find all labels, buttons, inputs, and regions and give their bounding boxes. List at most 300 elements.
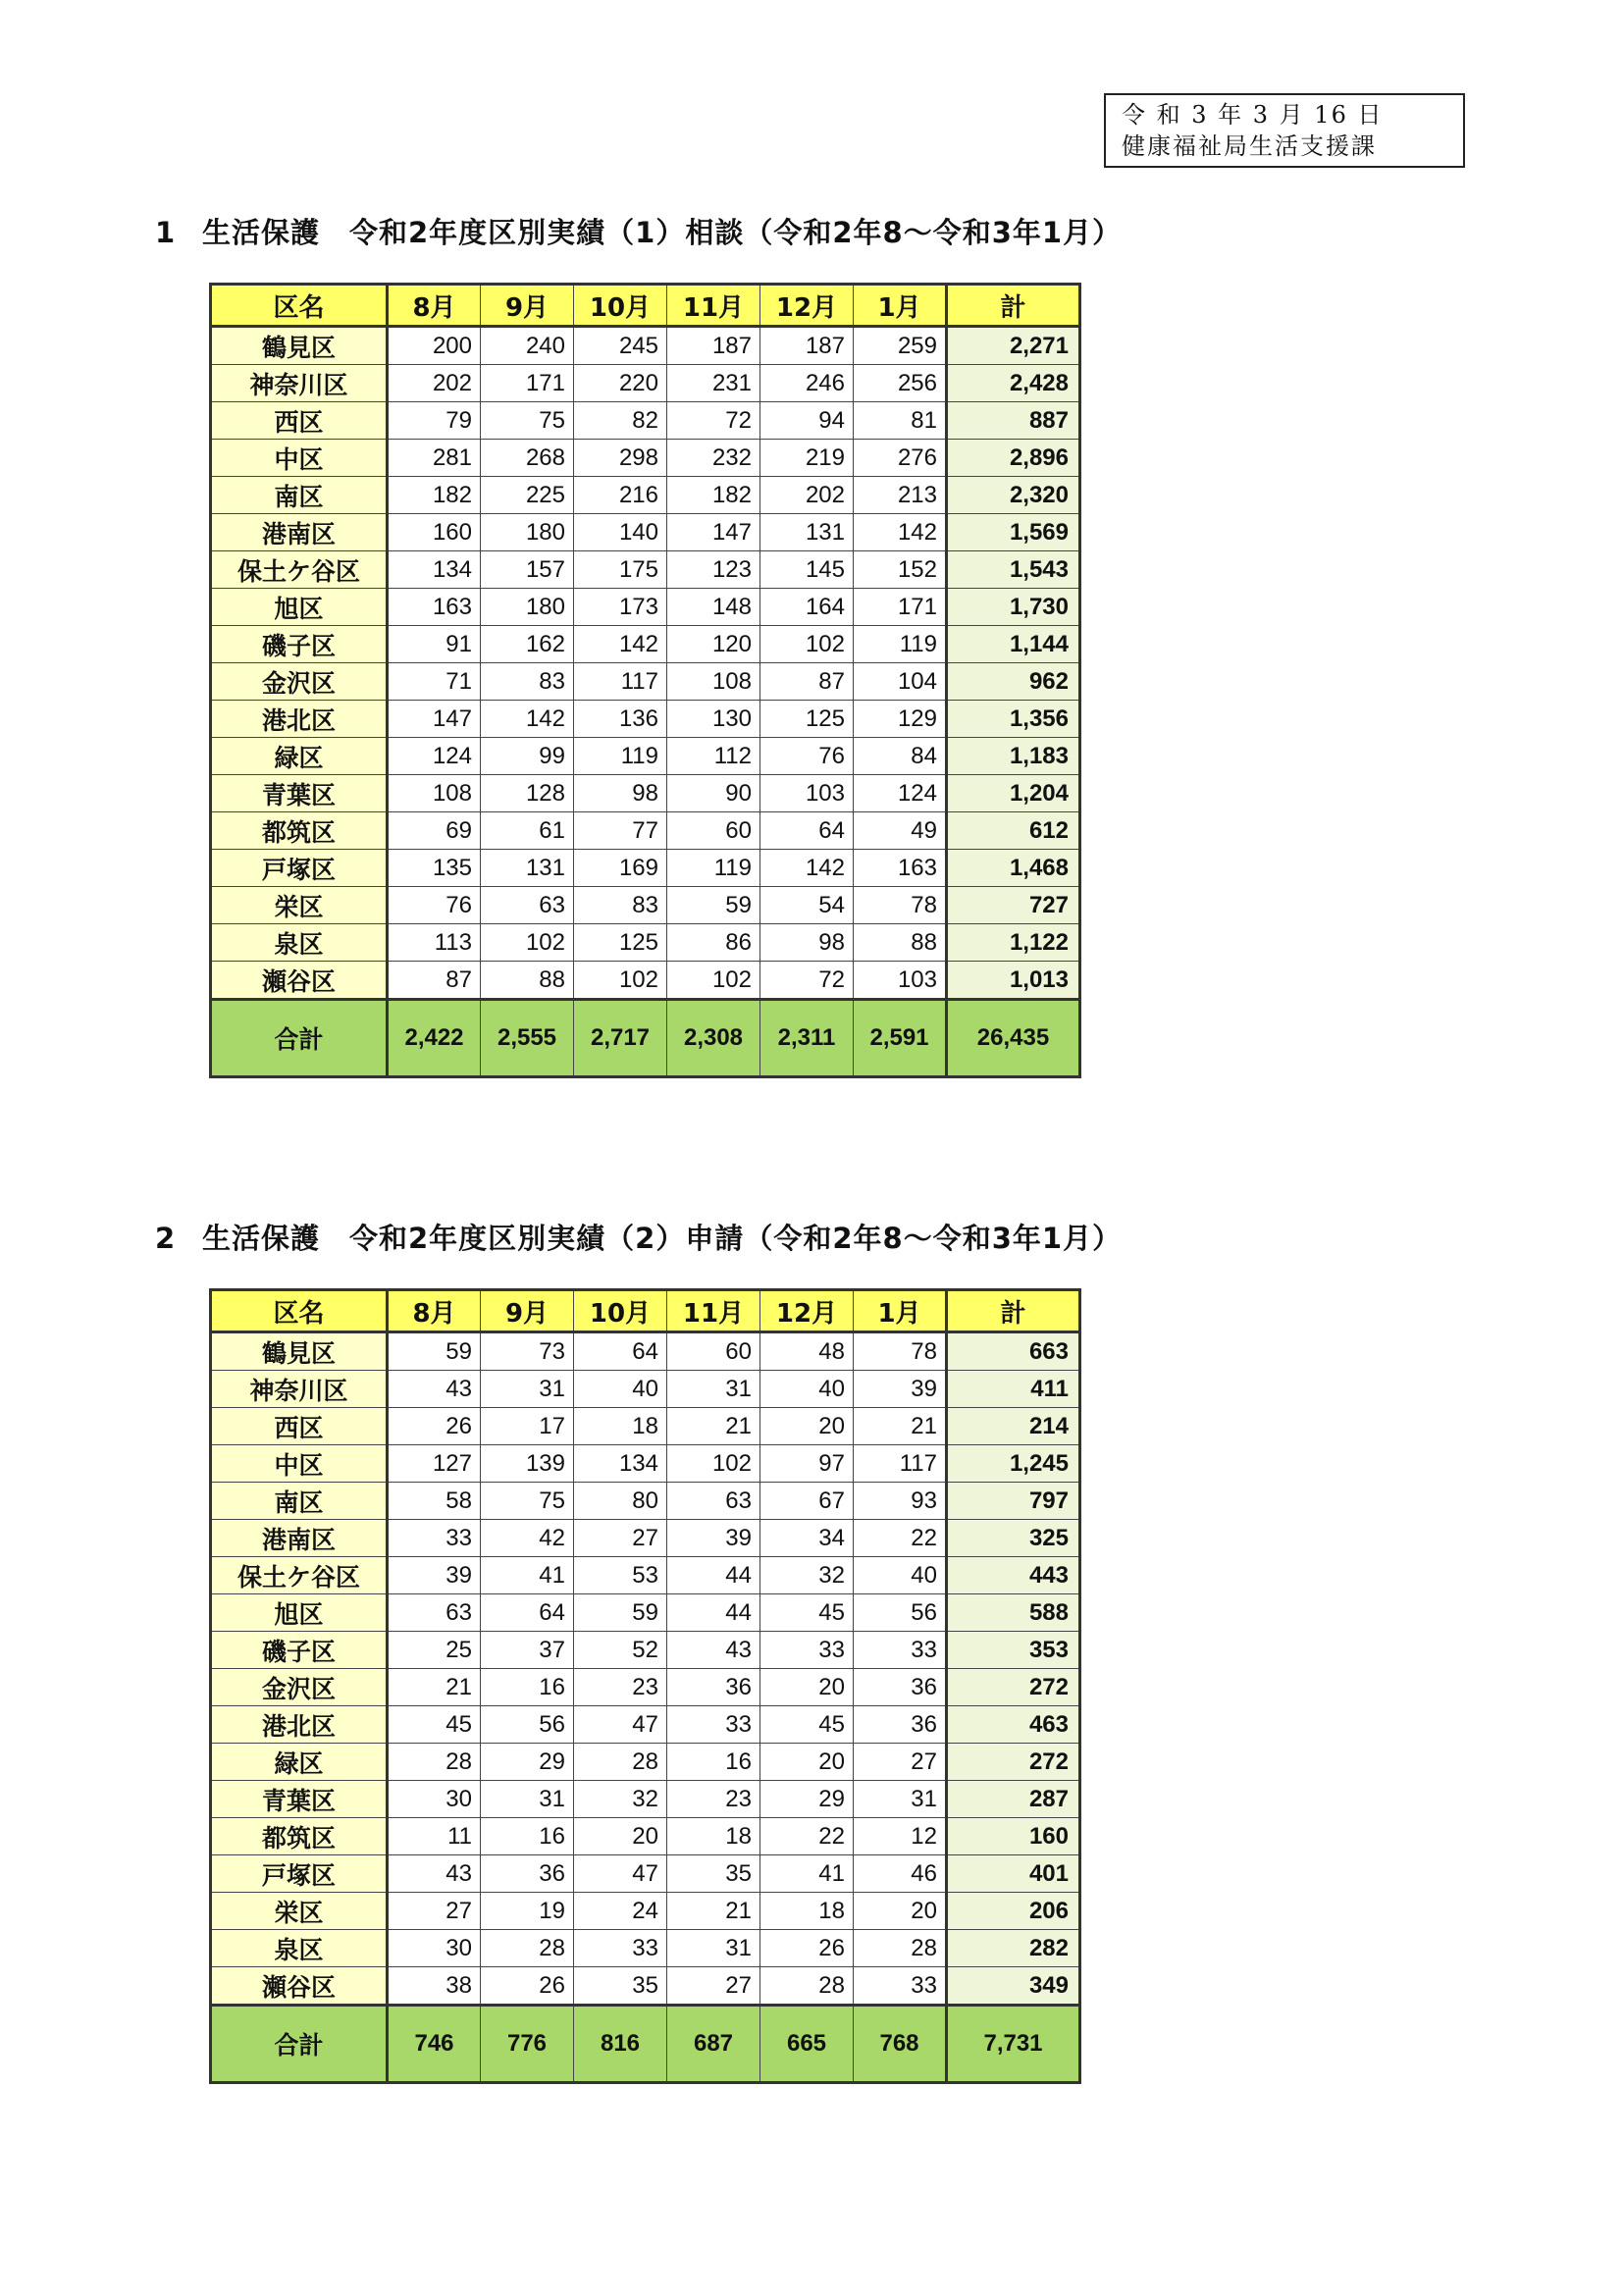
month-value-cell: 25 <box>388 1632 481 1669</box>
month-value-cell: 163 <box>388 589 481 626</box>
month-value-cell: 108 <box>667 663 760 701</box>
month-value-cell: 119 <box>854 626 947 663</box>
month-value-cell: 129 <box>854 701 947 738</box>
column-header-month: 10月 <box>574 285 667 327</box>
month-value-cell: 20 <box>574 1818 667 1855</box>
month-value-cell: 36 <box>854 1706 947 1744</box>
section-title: 生活保護 令和2年度区別実績（1）相談（令和2年8～令和3年1月） <box>202 216 1123 249</box>
month-value-cell: 77 <box>574 812 667 850</box>
month-value-cell: 23 <box>667 1781 760 1818</box>
month-value-cell: 42 <box>481 1520 574 1557</box>
column-header-month: 12月 <box>760 285 854 327</box>
row-total-cell: 287 <box>947 1781 1080 1818</box>
row-total-cell: 272 <box>947 1669 1080 1706</box>
table-row <box>211 850 1080 887</box>
ward-name: 南区 <box>211 1483 388 1520</box>
month-value-cell: 163 <box>854 850 947 887</box>
month-value-cell: 117 <box>574 663 667 701</box>
table-row <box>211 1893 1080 1930</box>
month-value-cell: 32 <box>574 1781 667 1818</box>
month-value-cell: 93 <box>854 1483 947 1520</box>
table-row <box>211 1483 1080 1520</box>
month-value-cell: 76 <box>388 887 481 924</box>
table-row <box>211 1332 1080 1371</box>
month-value-cell: 31 <box>481 1781 574 1818</box>
table-row <box>211 1408 1080 1445</box>
month-value-cell: 47 <box>574 1706 667 1744</box>
table-row <box>211 1445 1080 1483</box>
month-value-cell: 26 <box>481 1967 574 2006</box>
ward-name: 栄区 <box>211 887 388 924</box>
month-value-cell: 119 <box>667 850 760 887</box>
ward-name: 保土ケ谷区 <box>211 551 388 589</box>
month-value-cell: 33 <box>854 1967 947 2006</box>
row-total-cell: 1,730 <box>947 589 1080 626</box>
month-value-cell: 83 <box>574 887 667 924</box>
month-value-cell: 88 <box>481 962 574 1000</box>
ward-name: 戸塚区 <box>211 850 388 887</box>
month-value-cell: 16 <box>667 1744 760 1781</box>
table-row <box>211 1371 1080 1408</box>
ward-name: 金沢区 <box>211 663 388 701</box>
row-total-cell: 1,245 <box>947 1445 1080 1483</box>
ward-name: 旭区 <box>211 1594 388 1632</box>
month-value-cell: 746 <box>388 2006 481 2083</box>
ward-name: 緑区 <box>211 738 388 775</box>
month-value-cell: 104 <box>854 663 947 701</box>
month-value-cell: 99 <box>481 738 574 775</box>
month-value-cell: 39 <box>388 1557 481 1594</box>
ward-name: 金沢区 <box>211 1669 388 1706</box>
month-value-cell: 127 <box>388 1445 481 1483</box>
section-title: 生活保護 令和2年度区別実績（2）申請（令和2年8～令和3年1月） <box>202 1222 1123 1255</box>
month-value-cell: 64 <box>760 812 854 850</box>
ward-name: 瀬谷区 <box>211 1967 388 2006</box>
month-value-cell: 91 <box>388 626 481 663</box>
ward-name: 神奈川区 <box>211 1371 388 1408</box>
table-row <box>211 1855 1080 1893</box>
month-value-cell: 125 <box>760 701 854 738</box>
month-value-cell: 216 <box>574 477 667 514</box>
month-value-cell: 21 <box>854 1408 947 1445</box>
month-value-cell: 31 <box>854 1781 947 1818</box>
month-value-cell: 12 <box>854 1818 947 1855</box>
month-value-cell: 182 <box>667 477 760 514</box>
month-value-cell: 97 <box>760 1445 854 1483</box>
row-total-cell: 727 <box>947 887 1080 924</box>
month-value-cell: 169 <box>574 850 667 887</box>
month-value-cell: 20 <box>854 1893 947 1930</box>
section-number: 1 <box>155 216 177 249</box>
month-value-cell: 83 <box>481 663 574 701</box>
month-value-cell: 102 <box>760 626 854 663</box>
month-value-cell: 2,717 <box>574 1000 667 1077</box>
month-value-cell: 73 <box>481 1332 574 1371</box>
table-row <box>211 1744 1080 1781</box>
month-value-cell: 88 <box>854 924 947 962</box>
month-value-cell: 123 <box>667 551 760 589</box>
month-value-cell: 75 <box>481 402 574 440</box>
month-value-cell: 22 <box>760 1818 854 1855</box>
month-value-cell: 75 <box>481 1483 574 1520</box>
month-value-cell: 816 <box>574 2006 667 2083</box>
table-row <box>211 775 1080 812</box>
ward-name: 港南区 <box>211 514 388 551</box>
row-total-cell: 282 <box>947 1930 1080 1967</box>
row-total-cell: 272 <box>947 1744 1080 1781</box>
table-row <box>211 701 1080 738</box>
row-total-cell: 2,896 <box>947 440 1080 477</box>
month-value-cell: 36 <box>481 1855 574 1893</box>
month-value-cell: 16 <box>481 1669 574 1706</box>
month-value-cell: 171 <box>481 365 574 402</box>
month-value-cell: 136 <box>574 701 667 738</box>
column-header-month: 11月 <box>667 1290 760 1332</box>
ward-name: 西区 <box>211 1408 388 1445</box>
month-value-cell: 231 <box>667 365 760 402</box>
month-value-cell: 103 <box>854 962 947 1000</box>
month-value-cell: 23 <box>574 1669 667 1706</box>
row-total-cell: 26,435 <box>947 1000 1080 1077</box>
ward-name: 鶴見区 <box>211 1332 388 1371</box>
month-value-cell: 43 <box>388 1855 481 1893</box>
ward-name: 港南区 <box>211 1520 388 1557</box>
month-value-cell: 202 <box>388 365 481 402</box>
date-department-box <box>1104 93 1465 168</box>
ward-name: 西区 <box>211 402 388 440</box>
month-value-cell: 246 <box>760 365 854 402</box>
month-value-cell: 113 <box>388 924 481 962</box>
month-value-cell: 776 <box>481 2006 574 2083</box>
month-value-cell: 47 <box>574 1855 667 1893</box>
month-value-cell: 41 <box>481 1557 574 1594</box>
total-row <box>211 2006 1080 2083</box>
column-header-month: 8月 <box>388 285 481 327</box>
ward-name: 青葉区 <box>211 775 388 812</box>
table-row <box>211 440 1080 477</box>
month-value-cell: 27 <box>667 1967 760 2006</box>
column-header-total: 計 <box>947 1290 1080 1332</box>
table-row <box>211 1520 1080 1557</box>
month-value-cell: 103 <box>760 775 854 812</box>
month-value-cell: 124 <box>854 775 947 812</box>
month-value-cell: 108 <box>388 775 481 812</box>
month-value-cell: 58 <box>388 1483 481 1520</box>
month-value-cell: 56 <box>854 1594 947 1632</box>
month-value-cell: 140 <box>574 514 667 551</box>
month-value-cell: 124 <box>388 738 481 775</box>
month-value-cell: 145 <box>760 551 854 589</box>
month-value-cell: 19 <box>481 1893 574 1930</box>
column-header-month: 9月 <box>481 285 574 327</box>
ward-name: 都筑区 <box>211 1818 388 1855</box>
month-value-cell: 20 <box>760 1669 854 1706</box>
month-value-cell: 24 <box>574 1893 667 1930</box>
month-value-cell: 79 <box>388 402 481 440</box>
month-value-cell: 256 <box>854 365 947 402</box>
month-value-cell: 45 <box>388 1706 481 1744</box>
month-value-cell: 27 <box>574 1520 667 1557</box>
month-value-cell: 33 <box>854 1632 947 1669</box>
month-value-cell: 2,422 <box>388 1000 481 1077</box>
month-value-cell: 49 <box>854 812 947 850</box>
month-value-cell: 28 <box>574 1744 667 1781</box>
month-value-cell: 21 <box>667 1408 760 1445</box>
month-value-cell: 232 <box>667 440 760 477</box>
month-value-cell: 202 <box>760 477 854 514</box>
month-value-cell: 147 <box>388 701 481 738</box>
month-value-cell: 52 <box>574 1632 667 1669</box>
column-header-month: 8月 <box>388 1290 481 1332</box>
month-value-cell: 44 <box>667 1594 760 1632</box>
row-total-cell: 612 <box>947 812 1080 850</box>
table-row <box>211 962 1080 1000</box>
month-value-cell: 20 <box>760 1408 854 1445</box>
month-value-cell: 22 <box>854 1520 947 1557</box>
month-value-cell: 33 <box>760 1632 854 1669</box>
month-value-cell: 131 <box>481 850 574 887</box>
month-value-cell: 72 <box>667 402 760 440</box>
row-total-cell: 1,204 <box>947 775 1080 812</box>
month-value-cell: 33 <box>388 1520 481 1557</box>
month-value-cell: 53 <box>574 1557 667 1594</box>
month-value-cell: 98 <box>574 775 667 812</box>
ward-name: 磯子区 <box>211 1632 388 1669</box>
total-label: 合計 <box>211 2006 388 2083</box>
month-value-cell: 21 <box>667 1893 760 1930</box>
month-value-cell: 87 <box>760 663 854 701</box>
month-value-cell: 139 <box>481 1445 574 1483</box>
month-value-cell: 43 <box>388 1371 481 1408</box>
row-total-cell: 1,013 <box>947 962 1080 1000</box>
month-value-cell: 40 <box>574 1371 667 1408</box>
table-row <box>211 924 1080 962</box>
month-value-cell: 78 <box>854 887 947 924</box>
row-total-cell: 1,468 <box>947 850 1080 887</box>
ward-name: 保土ケ谷区 <box>211 1557 388 1594</box>
table-row <box>211 663 1080 701</box>
table-row <box>211 477 1080 514</box>
month-value-cell: 2,555 <box>481 1000 574 1077</box>
row-total-cell: 443 <box>947 1557 1080 1594</box>
ward-name: 南区 <box>211 477 388 514</box>
table-row <box>211 589 1080 626</box>
month-value-cell: 36 <box>667 1669 760 1706</box>
row-total-cell: 588 <box>947 1594 1080 1632</box>
table-row <box>211 626 1080 663</box>
month-value-cell: 61 <box>481 812 574 850</box>
total-label: 合計 <box>211 1000 388 1077</box>
month-value-cell: 33 <box>667 1706 760 1744</box>
month-value-cell: 56 <box>481 1706 574 1744</box>
month-value-cell: 45 <box>760 1706 854 1744</box>
month-value-cell: 160 <box>388 514 481 551</box>
month-value-cell: 41 <box>760 1855 854 1893</box>
ward-name: 栄区 <box>211 1893 388 1930</box>
table-row <box>211 365 1080 402</box>
month-value-cell: 142 <box>481 701 574 738</box>
table-row <box>211 514 1080 551</box>
month-value-cell: 27 <box>388 1893 481 1930</box>
row-total-cell: 887 <box>947 402 1080 440</box>
row-total-cell: 663 <box>947 1332 1080 1371</box>
month-value-cell: 32 <box>760 1557 854 1594</box>
month-value-cell: 28 <box>760 1967 854 2006</box>
month-value-cell: 142 <box>854 514 947 551</box>
month-value-cell: 28 <box>481 1930 574 1967</box>
table-row <box>211 812 1080 850</box>
month-value-cell: 86 <box>667 924 760 962</box>
month-value-cell: 17 <box>481 1408 574 1445</box>
month-value-cell: 18 <box>667 1818 760 1855</box>
month-value-cell: 69 <box>388 812 481 850</box>
month-value-cell: 2,591 <box>854 1000 947 1077</box>
ward-name: 港北区 <box>211 701 388 738</box>
month-value-cell: 142 <box>760 850 854 887</box>
month-value-cell: 281 <box>388 440 481 477</box>
table-row <box>211 1706 1080 1744</box>
month-value-cell: 213 <box>854 477 947 514</box>
month-value-cell: 82 <box>574 402 667 440</box>
column-header-total: 計 <box>947 285 1080 327</box>
column-header-month: 9月 <box>481 1290 574 1332</box>
month-value-cell: 60 <box>667 812 760 850</box>
month-value-cell: 39 <box>854 1371 947 1408</box>
row-total-cell: 2,271 <box>947 327 1080 365</box>
table-row <box>211 551 1080 589</box>
row-total-cell: 1,183 <box>947 738 1080 775</box>
ward-name: 鶴見区 <box>211 327 388 365</box>
month-value-cell: 37 <box>481 1632 574 1669</box>
month-value-cell: 152 <box>854 551 947 589</box>
column-header-ward: 区名 <box>211 285 388 327</box>
month-value-cell: 90 <box>667 775 760 812</box>
month-value-cell: 175 <box>574 551 667 589</box>
month-value-cell: 84 <box>854 738 947 775</box>
row-total-cell: 463 <box>947 1706 1080 1744</box>
table-row <box>211 1781 1080 1818</box>
month-value-cell: 31 <box>667 1371 760 1408</box>
month-value-cell: 147 <box>667 514 760 551</box>
row-total-cell: 401 <box>947 1855 1080 1893</box>
month-value-cell: 200 <box>388 327 481 365</box>
month-value-cell: 102 <box>481 924 574 962</box>
month-value-cell: 2,308 <box>667 1000 760 1077</box>
month-value-cell: 180 <box>481 589 574 626</box>
month-value-cell: 31 <box>667 1930 760 1967</box>
section-number: 2 <box>155 1222 177 1255</box>
ward-name: 青葉区 <box>211 1781 388 1818</box>
month-value-cell: 117 <box>854 1445 947 1483</box>
month-value-cell: 71 <box>388 663 481 701</box>
month-value-cell: 33 <box>574 1930 667 1967</box>
month-value-cell: 63 <box>388 1594 481 1632</box>
month-value-cell: 11 <box>388 1818 481 1855</box>
month-value-cell: 40 <box>760 1371 854 1408</box>
row-total-cell: 1,569 <box>947 514 1080 551</box>
month-value-cell: 76 <box>760 738 854 775</box>
column-header-month: 11月 <box>667 285 760 327</box>
month-value-cell: 162 <box>481 626 574 663</box>
table-header-row <box>211 1290 1080 1332</box>
table-row <box>211 1967 1080 2006</box>
month-value-cell: 34 <box>760 1520 854 1557</box>
month-value-cell: 31 <box>481 1371 574 1408</box>
month-value-cell: 112 <box>667 738 760 775</box>
month-value-cell: 148 <box>667 589 760 626</box>
month-value-cell: 64 <box>481 1594 574 1632</box>
month-value-cell: 35 <box>574 1967 667 2006</box>
month-value-cell: 63 <box>481 887 574 924</box>
section-1-heading <box>155 211 1122 251</box>
month-value-cell: 128 <box>481 775 574 812</box>
table-header-row <box>211 285 1080 327</box>
month-value-cell: 187 <box>667 327 760 365</box>
ward-name: 泉区 <box>211 924 388 962</box>
month-value-cell: 102 <box>667 1445 760 1483</box>
ward-name: 港北区 <box>211 1706 388 1744</box>
table-row <box>211 1669 1080 1706</box>
ward-name: 泉区 <box>211 1930 388 1967</box>
month-value-cell: 87 <box>388 962 481 1000</box>
month-value-cell: 38 <box>388 1967 481 2006</box>
row-total-cell: 214 <box>947 1408 1080 1445</box>
month-value-cell: 102 <box>667 962 760 1000</box>
month-value-cell: 64 <box>574 1332 667 1371</box>
month-value-cell: 16 <box>481 1818 574 1855</box>
month-value-cell: 18 <box>760 1893 854 1930</box>
ward-name: 中区 <box>211 440 388 477</box>
month-value-cell: 768 <box>854 2006 947 2083</box>
table-row <box>211 738 1080 775</box>
month-value-cell: 28 <box>854 1930 947 1967</box>
month-value-cell: 276 <box>854 440 947 477</box>
row-total-cell: 349 <box>947 1967 1080 2006</box>
month-value-cell: 54 <box>760 887 854 924</box>
month-value-cell: 60 <box>667 1332 760 1371</box>
month-value-cell: 46 <box>854 1855 947 1893</box>
month-value-cell: 35 <box>667 1855 760 1893</box>
row-total-cell: 962 <box>947 663 1080 701</box>
month-value-cell: 125 <box>574 924 667 962</box>
consultation-table <box>209 283 1081 1078</box>
month-value-cell: 245 <box>574 327 667 365</box>
month-value-cell: 78 <box>854 1332 947 1371</box>
month-value-cell: 164 <box>760 589 854 626</box>
month-value-cell: 135 <box>388 850 481 887</box>
table-row <box>211 1557 1080 1594</box>
row-total-cell: 160 <box>947 1818 1080 1855</box>
month-value-cell: 67 <box>760 1483 854 1520</box>
column-header-month: 12月 <box>760 1290 854 1332</box>
row-total-cell: 797 <box>947 1483 1080 1520</box>
month-value-cell: 26 <box>388 1408 481 1445</box>
month-value-cell: 2,311 <box>760 1000 854 1077</box>
table-row <box>211 327 1080 365</box>
table-row <box>211 402 1080 440</box>
row-total-cell: 206 <box>947 1893 1080 1930</box>
month-value-cell: 220 <box>574 365 667 402</box>
document-date: 令 和 3 年 3 月 16 日 <box>1122 101 1384 129</box>
ward-name: 都筑区 <box>211 812 388 850</box>
month-value-cell: 28 <box>388 1744 481 1781</box>
month-value-cell: 687 <box>667 2006 760 2083</box>
ward-name: 緑区 <box>211 1744 388 1781</box>
month-value-cell: 30 <box>388 1930 481 1967</box>
month-value-cell: 120 <box>667 626 760 663</box>
row-total-cell: 325 <box>947 1520 1080 1557</box>
column-header-month: 10月 <box>574 1290 667 1332</box>
